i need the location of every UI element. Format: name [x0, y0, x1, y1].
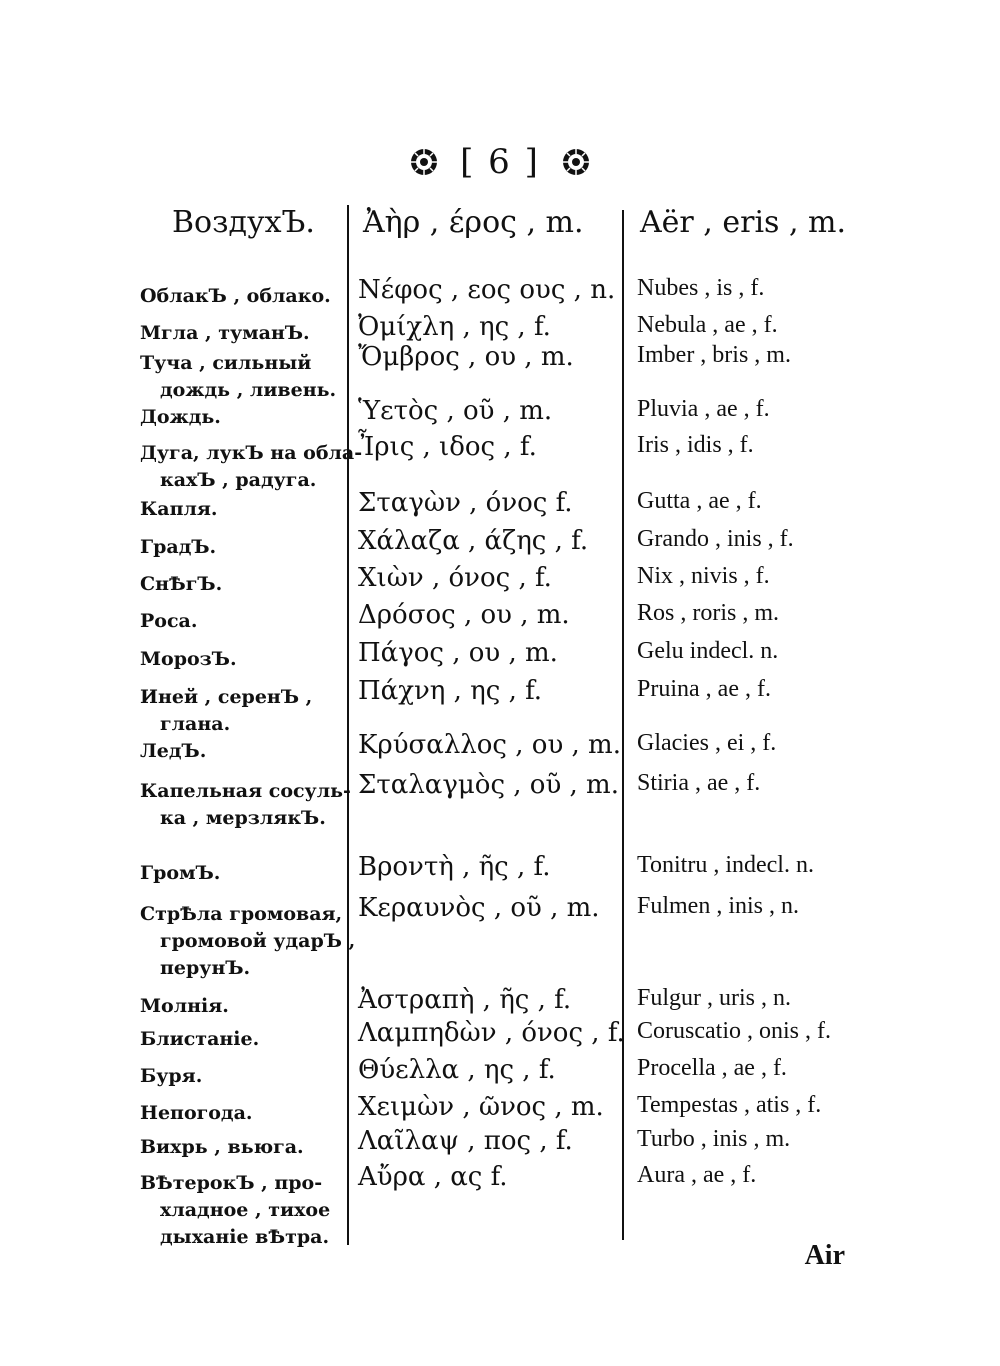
russian-entry-line: громовой ударЪ , [160, 930, 356, 952]
greek-entry: Πάχνη , ης , f. [358, 676, 543, 706]
russian-entry-line: Вихрь , вьюга. [140, 1136, 304, 1158]
russian-entry-line: Роса. [140, 610, 198, 632]
greek-entry: Δρόσος , ου , m. [358, 600, 570, 630]
russian-entry-line: Капля. [140, 498, 218, 520]
greek-entry: Βροντὴ , ῆς , f. [358, 852, 551, 882]
greek-entry: Ἶρις , ιδος , f. [358, 432, 537, 462]
russian-entry-line: Молнія. [140, 995, 229, 1017]
russian-entry-line: ка , мерзлякЪ. [160, 807, 326, 829]
latin-entry: Coruscatio , onis , f. [637, 1018, 831, 1044]
greek-entry: Θύελλα , ης , f. [358, 1055, 556, 1085]
rosette-ornament-icon [409, 147, 439, 177]
greek-entry: Λαῖλαψ , πος , f. [358, 1126, 573, 1156]
latin-entry: Tonitru , indecl. n. [637, 852, 814, 878]
greek-entry: Κρύσαλλος , ου , m. [358, 730, 621, 760]
greek-entry: Σταγὼν , όνος f. [358, 488, 573, 518]
russian-entry-line: Непогода. [140, 1102, 253, 1124]
latin-entry: Nix , nivis , f. [637, 563, 770, 589]
greek-entry: Νέφος , εος ους , n. [358, 275, 616, 305]
column-rule-right [622, 210, 624, 1240]
greek-entry: Χειμὼν , ῶνος , m. [358, 1092, 604, 1122]
russian-entry-line: МорозЪ. [140, 648, 237, 670]
latin-entry: Tempestas , atis , f. [637, 1092, 822, 1118]
russian-entry-line: дыханіе вѢтра. [160, 1226, 330, 1248]
latin-entry: Procella , ae , f. [637, 1055, 787, 1081]
latin-entry: Imber , bris , m. [637, 342, 791, 368]
latin-entry: Grando , inis , f. [637, 526, 794, 552]
latin-entry: Nebula , ae , f. [637, 312, 778, 338]
greek-entry: Πάγος , ου , m. [358, 638, 558, 668]
russian-entry-line: глана. [160, 713, 231, 735]
russian-entry-line: Мгла , туманЪ. [140, 322, 310, 344]
russian-entry-line: ОблакЪ , облако. [140, 285, 331, 307]
latin-entry: Turbo , inis , m. [637, 1126, 791, 1152]
russian-entry-line: дождь , ливень. [160, 379, 337, 401]
greek-entry: Λαμπηδὼν , όνος , f. [358, 1018, 625, 1048]
latin-entry: Fulgur , uris , n. [637, 985, 792, 1011]
latin-entry: Iris , idis , f. [637, 432, 754, 458]
latin-entry: Pluvia , ae , f. [637, 396, 770, 422]
page-header [0, 140, 1000, 182]
russian-entry-line: ГромЪ. [140, 862, 221, 884]
catchword: Air [804, 1240, 845, 1271]
russian-entry-line: Блистаніе. [140, 1028, 260, 1050]
russian-entry-line: хладное , тихое [160, 1199, 331, 1221]
greek-entry: Χιὼν , όνος , f. [358, 563, 552, 593]
russian-entry-line: СнѢгЪ. [140, 573, 223, 595]
russian-entry-line: Дуга, лукЪ на обла- [140, 442, 363, 464]
latin-entry: Nubes , is , f. [637, 275, 765, 301]
russian-entry-line: Дождь. [140, 406, 221, 428]
latin-entry: Ros , roris , m. [637, 600, 780, 626]
greek-entry: Ὄμβρος , ου , m. [358, 342, 574, 372]
greek-entry: Αὔρα , ας f. [358, 1162, 508, 1192]
latin-entry: Gelu indecl. n. [637, 638, 779, 664]
latin-entry: Fulmen , inis , n. [637, 893, 800, 919]
page-number: [ 6 ] [460, 142, 540, 182]
russian-entry-line: Капельная сосуль- [140, 780, 351, 802]
rosette-ornament-icon [561, 147, 591, 177]
russian-entry-line: ЛедЪ. [140, 740, 207, 762]
russian-entry-line: Иней , серенЪ , [140, 686, 313, 708]
russian-entry-line: Буря. [140, 1065, 203, 1087]
russian-entry-line: кахЪ , радуга. [160, 469, 317, 491]
greek-entry: Σταλαγμὸς , οῦ , m. [358, 770, 619, 800]
russian-entry-line: Туча , сильный [140, 352, 312, 374]
russian-entry-line: ВѢтерокЪ , про- [140, 1172, 323, 1194]
greek-entry: Ἀστραπὴ , ῆς , f. [358, 985, 572, 1015]
greek-entry: Ὑετὸς , οῦ , m. [358, 396, 553, 426]
column-rule-left [347, 205, 349, 1245]
latin-entry: Stiria , ae , f. [637, 770, 761, 796]
russian-entry-line: СтрѢла громовая, [140, 903, 343, 925]
latin-entry: Aura , ae , f. [637, 1162, 757, 1188]
russian-column-heading: ВоздухЪ. [172, 205, 315, 240]
greek-entry: Ὀμίχλη , ης , f. [358, 312, 551, 342]
latin-entry: Glacies , ei , f. [637, 730, 777, 756]
greek-column-heading: Ἀὴρ , έρος , m. [363, 205, 584, 240]
latin-entry: Gutta , ae , f. [637, 488, 762, 514]
greek-entry: Κεραυνὸς , οῦ , m. [358, 893, 600, 923]
latin-column-heading: Aër , eris , m. [640, 205, 847, 240]
greek-entry: Χάλαζα , άζης , f. [358, 526, 589, 556]
russian-entry-line: ГрадЪ. [140, 536, 217, 558]
latin-entry: Pruina , ae , f. [637, 676, 771, 702]
russian-entry-line: перунЪ. [160, 957, 251, 979]
